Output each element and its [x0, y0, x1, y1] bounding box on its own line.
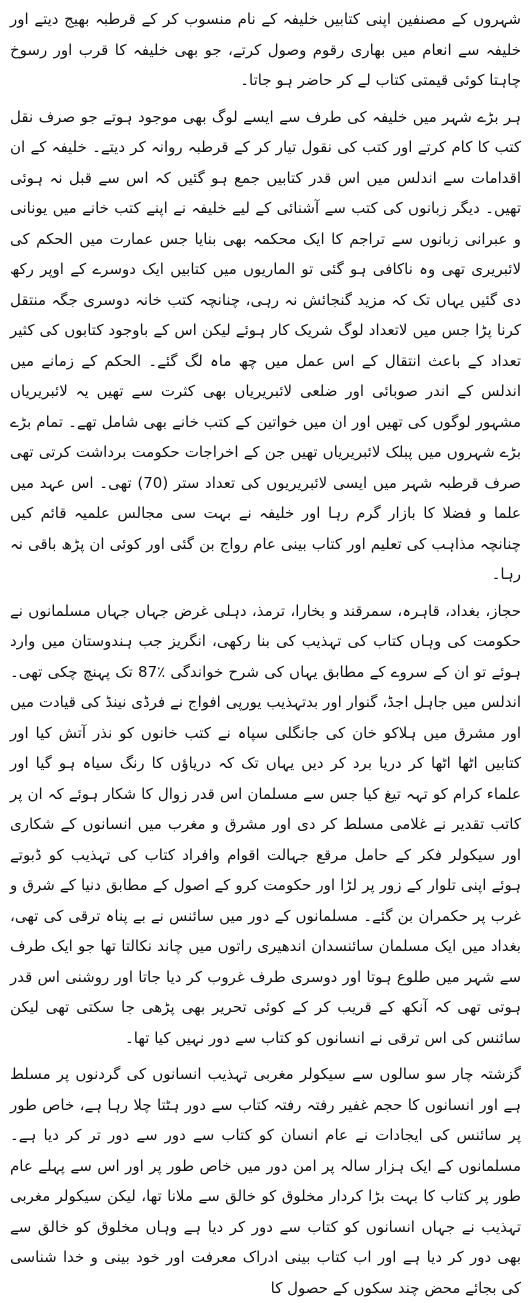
paragraph-caliph-gifts: شہروں کے مصنفین اپنی کتابیں خلیفہ کے نام منسوب کر کے قرطبہ بھیج دیتے اور خلیفہ سے انعام میں بھاری رقوم وصول کرتے، جو بھی خلیفہ کا قرب اور رسوخ چاہتا کوئی قیمتی کتاب لے کر حاضر ہو جاتا۔	[10, 10, 521, 89]
paragraph-cordoba-libraries: ہر بڑے شہر میں خلیفہ کی طرف سے ایسے لوگ بھی موجود ہوتے جو صرف نقل کتب کا کام کرتے اور کتب کی نقول تیار کر کے قرطبہ روانہ کر دیتے۔ خلیفہ کے ان اقدامات سے اندلس میں اس قدر کتابیں جمع ہو گئیں کہ اس سے قبل نہ ہوئی تھیں۔ دیگر زبانوں کی کتب سے آشنائی کے لیے خلیفہ نے اپنے کتب خانے میں یونانی و عبرانی زبانوں سے تراجم کا ایک محکمہ بھی بنایا جس عمارت میں الحکم کی لائبریری تھی وہ ناکافی ہو گئی تو الماریوں میں کتابیں ایک دوسرے کے اوپر رکھ دی گئیں یہاں تک کہ مزید گنجائش نہ رہی، چنانچہ کتب خانہ دوسری جگہ منتقل کرنا پڑا جس میں لاتعداد لوگ شریک کار ہوئے لیکن اس کے باوجود کتابوں کی کثیر تعداد کے باعث انتقال کے اس عمل میں چھ ماہ لگ گئے۔ الحکم کے زمانے میں اندلس کے اندر صوبائی اور ضلعی لائبریریاں بھی کثرت سے تھیں یہ لائبریریاں مشہور لوگوں کی تھیں اور ان میں خواتین کے کتب خانے بھی شامل تھے۔ تمام بڑے بڑے شہروں میں پبلک لائبریریاں تھیں جن کے اخراجات حکومت برداشت کرتی تھی صرف قرطبہ شہر میں ایسی لائبریریوں کی تعداد ستر (70) تھی۔ اس عہد میں علما و فضلا کا بازار گرم رہا اور خلیفہ نے بہت سی مجالس علمیہ قائم کیں چنانچہ مذاہب کی تعلیم اور کتاب بینی عام رواج بن گئی اور کوئی ان پڑھ باقی نہ رہا۔	[10, 107, 521, 583]
paragraph-secular-civilization: گزشتہ چار سو سالوں سے سیکولر مغربی تہذیب انسانوں کی گردنوں پر مسلط ہے اور انسانوں کا حجم غفیر رفتہ رفتہ کتاب سے دور ہٹتا چلا رہا ہے، خاص طور پر سائنس کی ایجادات نے عام انسان کو کتاب سے دور سے دور تر کر دیا ہے۔ مسلمانوں کے ایک ہزار سالہ پر امن دور میں خاص طور پر اور اس سے پہلے عام طور پر کتاب کا بہت بڑا کردار مخلوق کو خالق سے ملانا تھا، لیکن سیکولر مغربی تہذیب نے جہاں انسانوں کو کتاب سے دور کر دیا ہے وہاں مخلوق کو خالق سے بھی دور کر دیا ہے اور اب کتاب بینی ادراک معرفت اور خود بینی و خدا شناسی کی بجائے محض چند سکوں کے حصول کا	[10, 1065, 521, 1297]
paragraph-muslim-civilization: حجاز، بغداد، قاہرہ، سمرقند و بخارا، ترمذ، دہلی غرض جہاں جہاں مسلمانوں نے حکومت کی وہاں کتاب کی تہذیب کی بنا رکھی، انگریز جب ہندوستان میں وارد ہوئے تو ان کے سروے کے مطابق یہاں کی شرح خواندگی ٪87 تک پہنچ چکی تھی۔ اندلس میں جاہل اجڈ، گنوار اور بدتہذیب یورپی افواج نے فرڈی نینڈ کی قیادت میں اور مشرق میں ہلاکو خان کی جانگلی سپاہ نے کتب خانوں کو نذر آتش کیا اور کتابیں اٹھا اٹھا کر دریا برد کر دیں یہاں تک کہ دریاؤں کا رنگ سیاہ ہو گیا اور علماء کرام کو تہہ تیغ کیا جس سے مسلمان اس قدر زوال کا شکار ہوئے کہ ان پر کاتب تقدیر نے غلامی مسلط کر دی اور مشرق و مغرب میں انسانوں کے شکاری اور سیکولر فکر کے حامل مرقع جہالت اقوام وافراد کتاب کی تہذیب کو ڈبوتے ہوئے اپنی تلوار کے زور پر لڑا اور حکومت کرو کے اصول کے مطابق دنیا کے شرق و غرب پر حکمران بن گئے۔ مسلمانوں کے دور میں سائنس نے بے پناہ ترقی کی تھی، بغداد میں ایک مسلمان سائنسدان اندھیری راتوں میں چاند نکالتا تھا جو ایک طرف سے شہر میں طلوع ہوتا اور دوسری طرف غروب کر دیا جاتا اور روشنی اس قدر ہوتی تھی کہ آنکھ کے قریب کر کے کوئی تحریر بھی پڑھی جا سکتی تھی لیکن سائنس کی اس ترقی نے انسانوں کو کتاب سے دور نہیں کیا تھا۔	[10, 601, 521, 1047]
